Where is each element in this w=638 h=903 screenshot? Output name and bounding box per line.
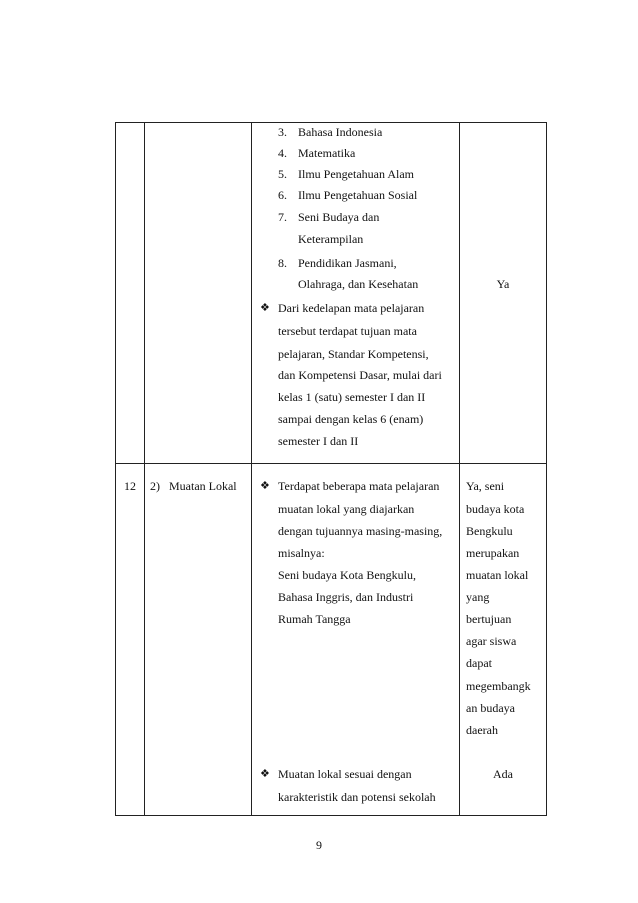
answer-line: budaya kota	[466, 502, 525, 516]
diamond-bullet-icon: ❖	[260, 480, 270, 492]
subject-text: Ilmu Pengetahuan Alam	[298, 167, 414, 181]
subject-num: 3.	[278, 125, 287, 139]
answer-line: Bengkulu	[466, 524, 513, 538]
bullet-line: dengan tujuannya masing-masing,	[278, 524, 443, 538]
table-border-top	[115, 122, 547, 123]
answer-cell: Ya	[496, 277, 510, 291]
diamond-bullet-icon: ❖	[260, 768, 270, 780]
answer-line: Ya, seni	[466, 479, 505, 493]
subject-text: Ilmu Pengetahuan Sosial	[298, 188, 418, 202]
aspect-cell: 2) Muatan Lokal	[150, 479, 237, 493]
answer-line: megembangk	[466, 679, 531, 693]
col-border-left	[115, 122, 116, 816]
bullet-line: misalnya:	[278, 546, 325, 560]
col-divider-3	[459, 122, 460, 816]
answer-line: merupakan	[466, 546, 520, 560]
bullet-line: muatan lokal yang diajarkan	[278, 502, 415, 516]
bullet-line: dan Kompetensi Dasar, mulai dari	[278, 368, 442, 382]
diamond-bullet-icon: ❖	[260, 302, 270, 314]
row-divider	[115, 463, 547, 464]
subject-text-cont: Olahraga, dan Kesehatan	[298, 277, 419, 291]
bullet-line: Bahasa Inggris, dan Industri	[278, 590, 414, 604]
bullet-line: Rumah Tangga	[278, 612, 351, 626]
subject-text: Bahasa Indonesia	[298, 125, 383, 139]
answer-cell: Ada	[493, 767, 513, 781]
col-divider-2	[251, 122, 252, 816]
bullet-line: pelajaran, Standar Kompetensi,	[278, 347, 429, 361]
answer-line: dapat	[466, 656, 492, 670]
answer-line: yang	[466, 590, 490, 604]
answer-line: bertujuan	[466, 612, 512, 626]
document-table	[115, 122, 547, 816]
answer-line: an budaya	[466, 701, 515, 715]
row-number: 12	[124, 479, 136, 493]
bullet-line: Dari kedelapan mata pelajaran	[278, 301, 425, 315]
subject-text-cont: Keterampilan	[298, 232, 364, 246]
bullet-line: tersebut terdapat tujuan mata	[278, 324, 417, 338]
subject-num: 5.	[278, 167, 287, 181]
bullet-line: kelas 1 (satu) semester I dan II	[278, 390, 426, 404]
subject-text: Matematika	[298, 146, 356, 160]
bullet-line: Terdapat beberapa mata pelajaran	[278, 479, 440, 493]
subject-num: 6.	[278, 188, 287, 202]
answer-line: agar siswa	[466, 634, 517, 648]
subject-num: 8.	[278, 256, 287, 270]
bullet-line: semester I dan II	[278, 434, 359, 448]
bullet-line: Seni budaya Kota Bengkulu,	[278, 568, 416, 582]
subject-num: 7.	[278, 210, 287, 224]
bullet-line: karakteristik dan potensi sekolah	[278, 790, 436, 804]
table-border-bottom	[115, 815, 547, 816]
subject-text: Seni Budaya dan	[298, 210, 380, 224]
answer-line: muatan lokal	[466, 568, 529, 582]
page-number: 9	[316, 838, 322, 852]
bullet-line: Muatan lokal sesuai dengan	[278, 767, 412, 781]
bullet-line: sampai dengan kelas 6 (enam)	[278, 412, 424, 426]
subject-num: 4.	[278, 146, 287, 160]
answer-line: daerah	[466, 723, 498, 737]
subject-text: Pendidikan Jasmani,	[298, 256, 397, 270]
col-divider-1	[144, 122, 145, 816]
col-border-right	[546, 122, 547, 816]
